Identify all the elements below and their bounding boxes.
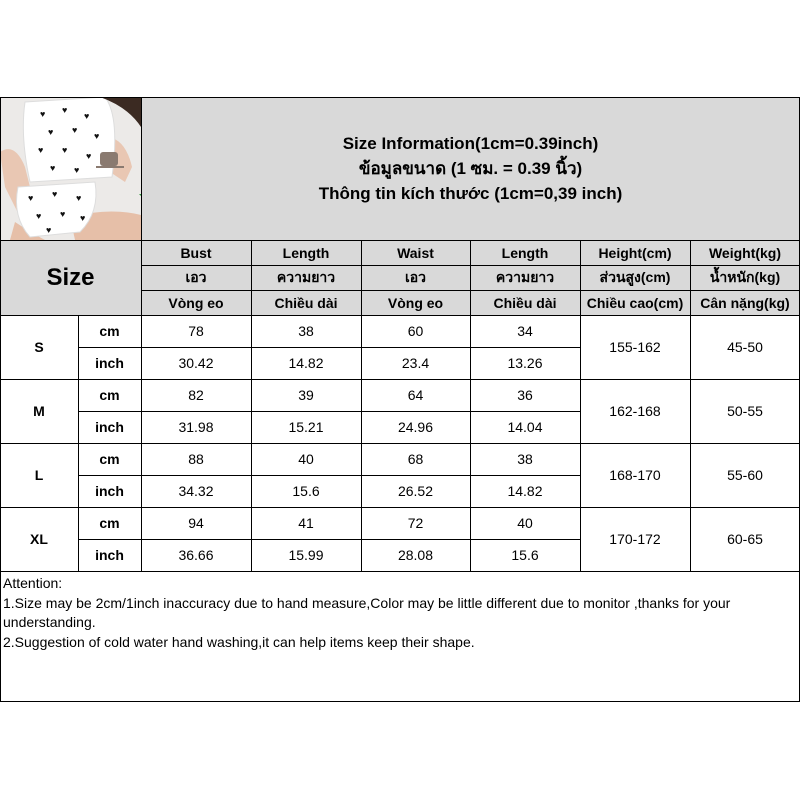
unit-inch: inch: [95, 547, 124, 563]
length2-cm: 34: [517, 323, 533, 339]
bust-inch: 34.32: [178, 483, 214, 499]
unit-cm: cm: [99, 451, 120, 467]
grid-line: [361, 240, 362, 571]
waist-inch: 26.52: [397, 483, 434, 499]
col-waist-en: Waist: [397, 244, 434, 261]
unit-inch: inch: [95, 355, 124, 371]
grid-line: [0, 97, 1, 702]
unit-inch: inch: [95, 483, 124, 499]
col-length2-th: ความยาว: [495, 268, 555, 285]
grid-line: [78, 411, 580, 412]
size-info-title: [141, 97, 800, 240]
col-waist-vi: Vòng eo: [387, 294, 444, 311]
length2-cm: 40: [517, 515, 533, 531]
length-inch: 15.99: [288, 547, 324, 563]
bust-inch: 31.98: [178, 419, 214, 435]
grid-line: [0, 379, 800, 380]
title-line-en: Size Information(1cm=0.39inch): [342, 134, 599, 153]
col-length-vi: Chiều dài: [274, 294, 338, 311]
col-weight-en: Weight(kg): [708, 244, 782, 261]
title-line-vi: Thông tin kích thước (1cm=0,39 inch): [318, 184, 623, 203]
grid-line: [251, 240, 252, 571]
col-bust-vi: Vòng eo: [168, 294, 224, 311]
bust-cm: 88: [188, 451, 204, 467]
grid-line: [690, 240, 691, 571]
waist-inch: 24.96: [397, 419, 434, 435]
waist-cm: 72: [407, 515, 424, 531]
bust-inch: 36.66: [178, 547, 214, 563]
length-cm: 40: [298, 451, 314, 467]
attention-note-2: 2.Suggestion of cold water hand washing,it can help items keep their shape.: [3, 633, 475, 650]
height-range: 162-168: [609, 403, 661, 419]
col-height-th: ส่วนสูง(cm): [599, 268, 671, 285]
col-length-th: ความยาว: [276, 268, 336, 285]
grid-line: [470, 240, 471, 571]
col-waist-th: เอว: [404, 268, 427, 285]
grid-line: [141, 97, 142, 571]
svg-text:♥: ♥: [80, 213, 86, 223]
grid-line: [0, 97, 800, 98]
unit-inch: inch: [95, 419, 124, 435]
col-bust-en: Bust: [180, 244, 212, 261]
waist-inch: 23.4: [401, 355, 430, 371]
weight-range: 50-55: [727, 403, 763, 419]
col-length2-vi: Chiều dài: [493, 294, 557, 311]
bust-cm: 78: [188, 323, 204, 339]
length2-cm: 38: [517, 451, 533, 467]
length2-inch: 14.04: [507, 419, 543, 435]
length-inch: 14.82: [288, 355, 324, 371]
col-length2-en: Length: [501, 244, 549, 261]
col-length-en: Length: [282, 244, 330, 261]
svg-text:♥: ♥: [62, 105, 68, 115]
length2-inch: 15.6: [511, 547, 539, 563]
height-range: 170-172: [609, 531, 661, 547]
product-photo: [0, 97, 141, 240]
size-name: S: [34, 339, 44, 355]
svg-text:♥: ♥: [60, 209, 66, 219]
waist-inch: 28.08: [397, 547, 434, 563]
bust-cm: 94: [188, 515, 204, 531]
svg-text:♥: ♥: [28, 193, 34, 203]
svg-text:♥: ♥: [76, 193, 82, 203]
grid-line: [78, 347, 580, 348]
svg-text:♥: ♥: [38, 145, 44, 155]
bust-inch: 30.42: [178, 355, 214, 371]
length-cm: 38: [298, 323, 314, 339]
unit-cm: cm: [99, 515, 120, 531]
svg-text:♥: ♥: [84, 111, 90, 121]
size-name: M: [33, 403, 45, 419]
length2-cm: 36: [517, 387, 533, 403]
col-weight-vi: Cân nặng(kg): [700, 294, 790, 311]
unit-cm: cm: [99, 323, 120, 339]
waist-cm: 60: [407, 323, 424, 339]
grid-line: [78, 315, 79, 571]
attention-heading: Attention:: [3, 575, 63, 591]
svg-text:♥: ♥: [52, 189, 58, 199]
length2-inch: 14.82: [507, 483, 543, 499]
height-range: 168-170: [609, 467, 661, 483]
length2-inch: 13.26: [507, 355, 543, 371]
attention-note-1: 1.Size may be 2cm/1inch inaccuracy due to hand measure,Color may be little different due to monitor ,thanks for your understanding.: [3, 594, 731, 630]
weight-range: 45-50: [727, 339, 763, 355]
length-inch: 15.21: [288, 419, 324, 435]
svg-text:♥: ♥: [36, 211, 42, 221]
grid-line: [0, 571, 800, 572]
weight-range: 55-60: [727, 467, 763, 483]
size-header: Size: [46, 263, 95, 291]
bust-cm: 82: [188, 387, 204, 403]
svg-text:♥: ♥: [72, 125, 78, 135]
col-height-vi: Chiều cao(cm): [586, 294, 684, 311]
svg-text:♥: ♥: [86, 151, 92, 161]
waist-cm: 64: [407, 387, 424, 403]
grid-line: [0, 240, 800, 241]
grid-line: [0, 443, 800, 444]
col-weight-th: น้ำหนัก(kg): [709, 268, 781, 285]
length-cm: 39: [298, 387, 314, 403]
grid-line: [0, 701, 800, 702]
svg-text:♥: ♥: [48, 127, 54, 137]
length-inch: 15.6: [292, 483, 320, 499]
svg-text:♥: ♥: [74, 165, 80, 175]
grid-line: [78, 539, 580, 540]
svg-text:♥: ♥: [62, 145, 68, 155]
size-name: L: [34, 467, 44, 483]
size-name: XL: [30, 531, 48, 547]
attention-notes: [3, 574, 793, 652]
title-line-th: ข้อมูลขนาด (1 ซม. = 0.39 นิ้ว): [358, 159, 583, 178]
col-bust-th: เอว: [185, 268, 207, 285]
svg-text:♥: ♥: [46, 225, 52, 235]
length-cm: 41: [298, 515, 314, 531]
svg-text:♥: ♥: [40, 109, 46, 119]
col-height-en: Height(cm): [598, 244, 672, 261]
waist-cm: 68: [407, 451, 424, 467]
grid-line: [0, 315, 800, 316]
grid-line: [580, 240, 581, 571]
weight-range: 60-65: [727, 531, 763, 547]
svg-text:♥: ♥: [94, 131, 100, 141]
height-range: 155-162: [609, 339, 661, 355]
grid-line: [78, 475, 580, 476]
unit-cm: cm: [99, 387, 120, 403]
svg-text:♥: ♥: [50, 163, 56, 173]
grid-line: [0, 507, 800, 508]
